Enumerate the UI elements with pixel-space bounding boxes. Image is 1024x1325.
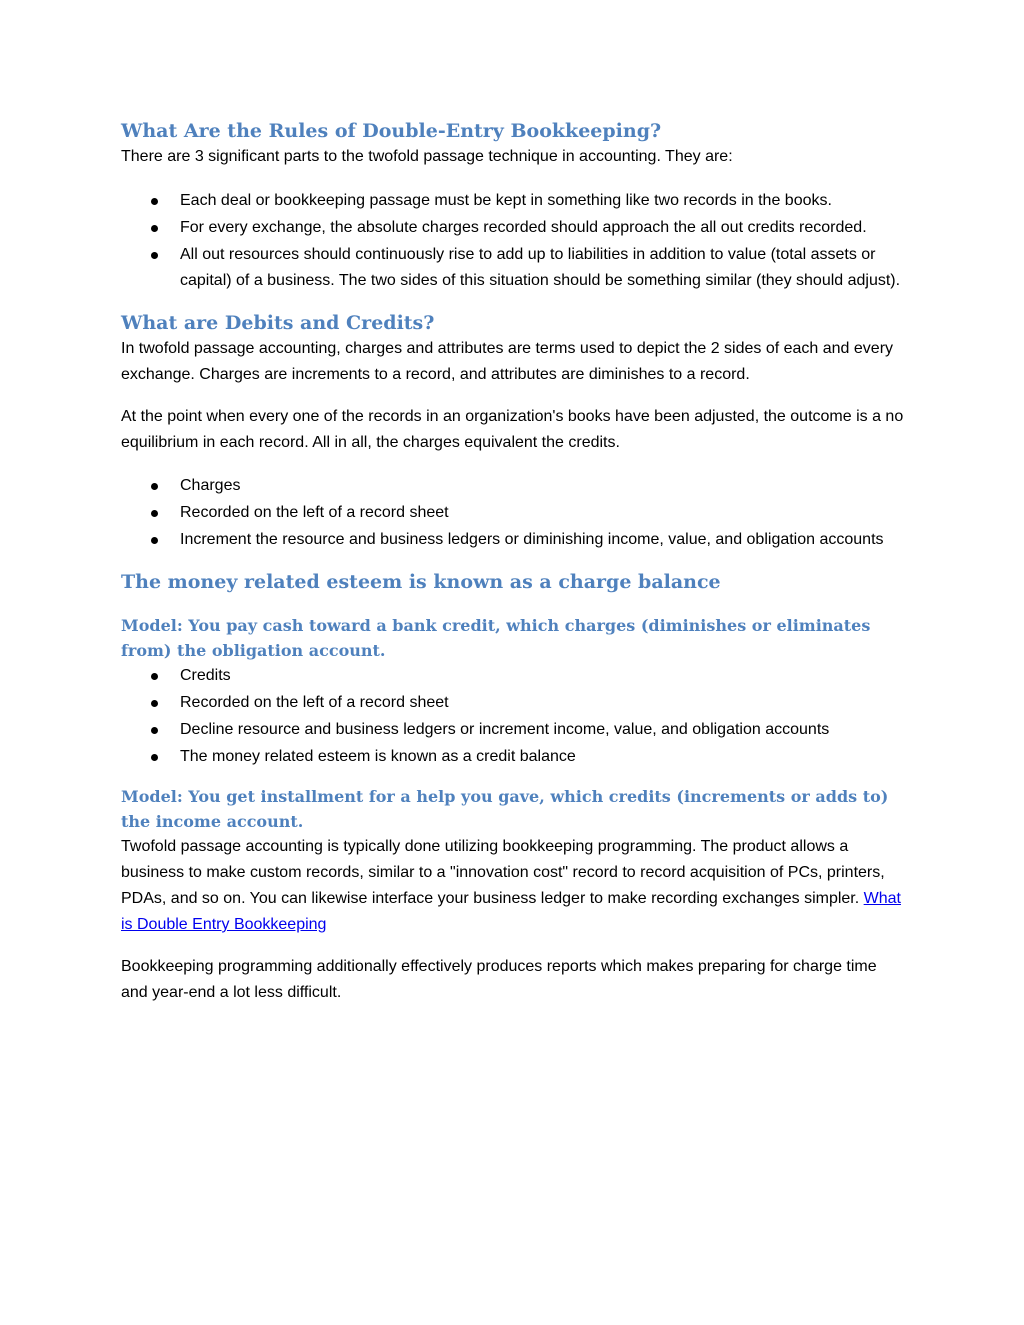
reports-paragraph: Bookkeeping programming additionally effectively produces reports which makes preparing for charge time and year-end a lot less difficult. [121,958,877,1001]
list-item: All out resources should continuously rise to add up to liabilities in addition to value (total assets or capital) of a business. The two sides of this situation should be something similar (they should adjust). [121,242,907,294]
heading-rules: What Are the Rules of Double-Entry Bookkeeping? [121,120,662,142]
model-heading-2: Model: You get installment for a help you gave, which credits (increments or adds to) the income account. [121,787,889,831]
credits-list [121,663,907,770]
list-item: For every exchange, the absolute charges recorded should approach the all out credits recorded. [121,215,907,241]
bullet-icon [151,700,158,707]
bullet-icon [151,483,158,490]
bullet-icon [151,252,158,259]
list-item: Credits [121,663,907,689]
heading-charge-balance: The money related esteem is known as a charge balance [121,571,721,593]
list-item: Increment the resource and business ledgers or diminishing income, value, and obligation accounts [121,527,907,553]
bullet-icon [151,225,158,232]
debits-credits-para-2: At the point when every one of the records in an organization's books have been adjusted, the outcome is a no equilibrium in each record. All in all, the charges equivalent the credits. [121,408,904,451]
bullet-icon [151,673,158,680]
bullet-icon [151,198,158,205]
list-item: Each deal or bookkeeping passage must be kept in something like two records in the books. [121,188,907,214]
list-item: Decline resource and business ledgers or increment income, value, and obligation accounts [121,717,907,743]
double-entry-link[interactable]: What is Double Entry Bookkeeping [121,890,901,933]
debits-credits-para-1: In twofold passage accounting, charges and attributes are terms used to depict the 2 sides of each and every exchange. Charges are increments to a record, and attributes are diminishes to a record. [121,340,894,383]
heading-debits-credits: What are Debits and Credits? [121,312,435,334]
rules-intro: There are 3 significant parts to the twofold passage technique in accounting. They are: [121,148,733,165]
bullet-icon [151,537,158,544]
model-heading-1: Model: You pay cash toward a bank credit, which charges (diminishes or eliminates from) the obligation account. [121,616,871,660]
bullet-icon [151,510,158,517]
bullet-icon [151,727,158,734]
list-item: Charges [121,473,907,499]
charges-list [121,473,907,553]
list-item: Recorded on the left of a record sheet [121,690,907,716]
rules-list [121,188,907,294]
bullet-icon [151,754,158,761]
list-item: Recorded on the left of a record sheet [121,500,907,526]
software-paragraph: Twofold passage accounting is typically done utilizing bookkeeping programming. The product allows a business to make custom records, similar to a "innovation cost" record to record acquisition of PCs, printers, PDAs, and so on. You can likewise interface your business ledger to make recording exchanges simpler. What is Double Entry Bookkeeping [121,838,901,933]
list-item: The money related esteem is known as a credit balance [121,744,907,770]
document-page [121,118,907,1006]
